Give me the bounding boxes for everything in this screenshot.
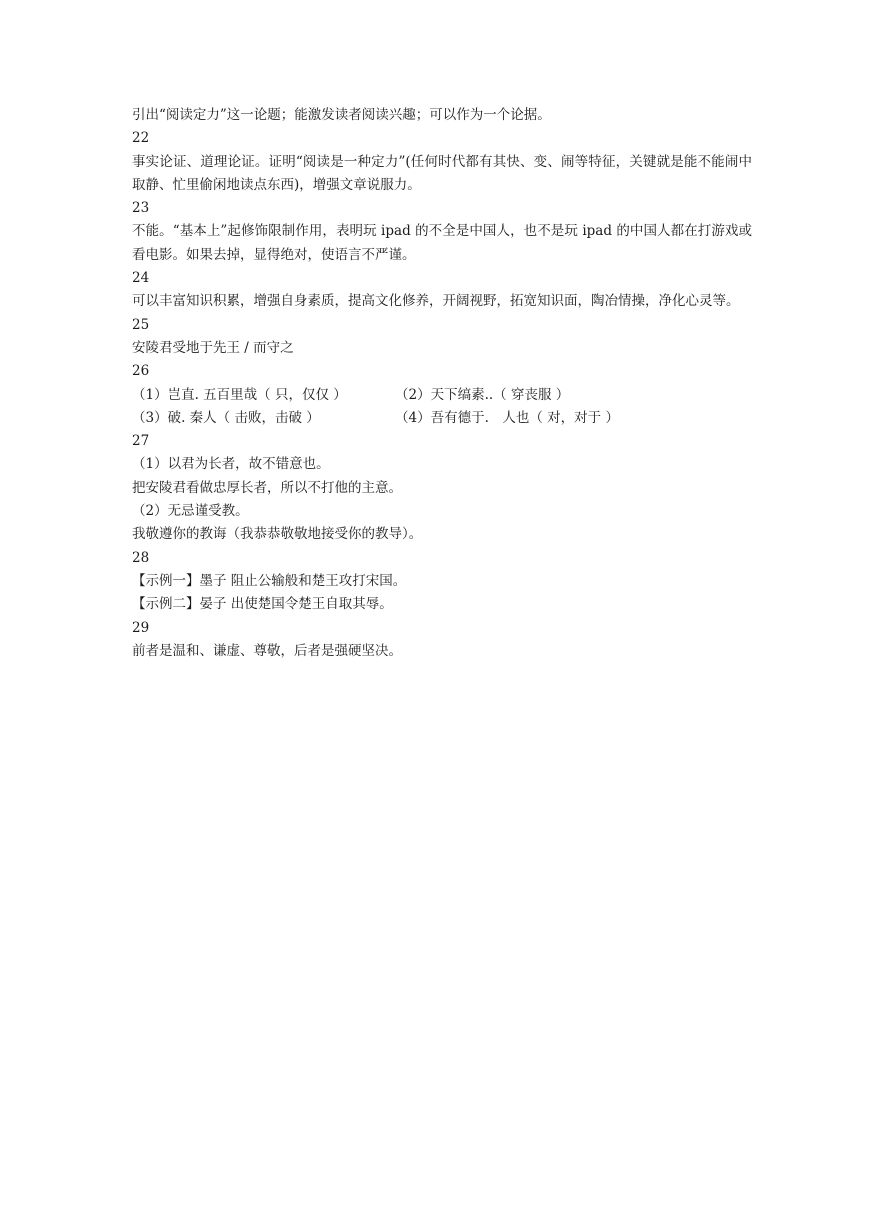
answer-26-item-2: （2）天下缟素..（ 穿丧服 ） xyxy=(395,386,570,403)
answer-27-line-3: （2）无忌谨受教。 xyxy=(132,503,249,520)
answer-29-text: 前者是温和、谦虚、尊敬，后者是强硬坚决。 xyxy=(132,642,402,659)
answer-key-content xyxy=(132,104,752,663)
answer-27-line-2: 把安陵君看做忠厚长者，所以不打他的主意。 xyxy=(132,479,402,496)
answer-22-text: 事实论证、道理论证。证明“阅读是一种定力”(任何时代都有其快、变、闹等特征，关键就是能不能闹中取静、忙里偷闲地读点东西)，增强文章说服力。 xyxy=(132,153,752,193)
answer-23-number: 23 xyxy=(132,200,150,217)
answer-21-text: 引出“阅读定力”这一论题；能激发读者阅读兴趣；可以作为一个论据。 xyxy=(132,107,551,123)
answer-23-text: 不能。“基本上”起修饰限制作用，表明玩 ipad 的不全是中国人，也不是玩 ipad 的中国人都在打游戏或看电影。如果去掉，显得绝对，使语言不严谨。 xyxy=(132,223,752,263)
answer-26-row-2 xyxy=(132,407,752,430)
answer-22-number: 22 xyxy=(132,130,150,147)
answer-28-line-1: 【示例一】墨子 阻止公输般和楚王攻打宋国。 xyxy=(132,572,407,589)
answer-26-item-1: （1）岂直. 五百里哉（ 只，仅仅 ） xyxy=(132,386,347,403)
answer-24-text: 可以丰富知识积累，增强自身素质，提高文化修养，开阔视野，拓宽知识面，陶冶情操，净化心灵等。 xyxy=(132,293,740,310)
answer-28-line-2: 【示例二】晏子 出使楚国令楚王自取其辱。 xyxy=(132,596,393,613)
answer-27-number: 27 xyxy=(132,433,150,450)
answer-25-number: 25 xyxy=(132,316,150,333)
answer-29-number: 29 xyxy=(132,619,150,636)
answer-25-text: 安陵君受地于先王 / 而守之 xyxy=(132,339,294,356)
answer-27-line-4: 我敬遵你的教诲（我恭恭敬敬地接受你的教导）。 xyxy=(132,526,423,543)
answer-26-item-3: （3）破. 秦人（ 击败，击破 ） xyxy=(132,409,320,426)
answer-24-number: 24 xyxy=(132,270,150,287)
answer-27-line-1: （1）以君为长者，故不错意也。 xyxy=(132,456,330,473)
answer-26-item-4: （4）吾有德于. 人也（ 对，对于 ） xyxy=(395,409,619,426)
answer-26-row-1 xyxy=(132,384,752,407)
answer-28-number: 28 xyxy=(132,549,150,566)
answer-26-number: 26 xyxy=(132,363,150,380)
